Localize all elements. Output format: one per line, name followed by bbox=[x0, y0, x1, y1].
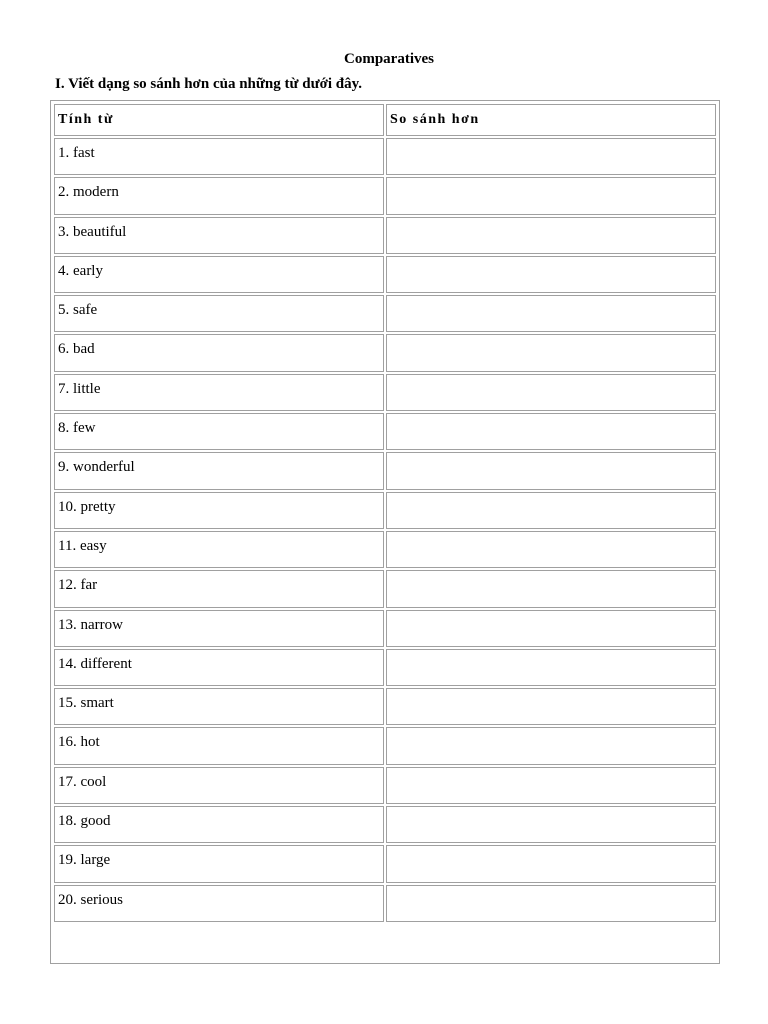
adjective-cell: 4. early bbox=[54, 256, 384, 293]
exercise-table bbox=[52, 102, 718, 924]
adjective-cell: 5. safe bbox=[54, 295, 384, 332]
table-row bbox=[54, 570, 716, 607]
table-row bbox=[54, 727, 716, 764]
adjective-cell: 15. smart bbox=[54, 688, 384, 725]
comparative-answer-cell[interactable] bbox=[386, 845, 716, 882]
adjective-cell: 17. cool bbox=[54, 767, 384, 804]
table-row bbox=[54, 413, 716, 450]
table-row bbox=[54, 177, 716, 214]
adjective-cell: 6. bad bbox=[54, 334, 384, 371]
table-row bbox=[54, 885, 716, 922]
table-row bbox=[54, 845, 716, 882]
table-row bbox=[54, 217, 716, 254]
comparative-answer-cell[interactable] bbox=[386, 531, 716, 568]
comparative-answer-cell[interactable] bbox=[386, 649, 716, 686]
adjective-cell: 20. serious bbox=[54, 885, 384, 922]
table-row bbox=[54, 452, 716, 489]
table-row bbox=[54, 531, 716, 568]
adjective-cell: 11. easy bbox=[54, 531, 384, 568]
comparative-answer-cell[interactable] bbox=[386, 492, 716, 529]
adjective-cell: 13. narrow bbox=[54, 610, 384, 647]
table-row bbox=[54, 295, 716, 332]
adjective-cell: 2. modern bbox=[54, 177, 384, 214]
comparative-answer-cell[interactable] bbox=[386, 727, 716, 764]
comparative-answer-cell[interactable] bbox=[386, 570, 716, 607]
adjective-cell: 12. far bbox=[54, 570, 384, 607]
comparative-answer-cell[interactable] bbox=[386, 767, 716, 804]
comparative-answer-cell[interactable] bbox=[386, 452, 716, 489]
comparative-answer-cell[interactable] bbox=[386, 256, 716, 293]
exercise-heading: I. Viết dạng so sánh hơn của những từ dưới đây. bbox=[55, 76, 363, 92]
document-title: Comparatives bbox=[344, 51, 434, 67]
table-row bbox=[54, 688, 716, 725]
adjective-cell: 14. different bbox=[54, 649, 384, 686]
table-row bbox=[54, 374, 716, 411]
adjective-cell: 7. little bbox=[54, 374, 384, 411]
table-header-row bbox=[54, 104, 716, 136]
comparative-answer-cell[interactable] bbox=[386, 885, 716, 922]
adjective-cell: 1. fast bbox=[54, 138, 384, 175]
table-row bbox=[54, 649, 716, 686]
exercise-table-frame bbox=[50, 100, 720, 964]
comparative-answer-cell[interactable] bbox=[386, 295, 716, 332]
adjective-cell: 18. good bbox=[54, 806, 384, 843]
table-row bbox=[54, 767, 716, 804]
table-body bbox=[54, 138, 716, 922]
comparative-answer-cell[interactable] bbox=[386, 334, 716, 371]
adjective-cell: 9. wonderful bbox=[54, 452, 384, 489]
comparative-answer-cell[interactable] bbox=[386, 688, 716, 725]
comparative-answer-cell[interactable] bbox=[386, 413, 716, 450]
table-row bbox=[54, 256, 716, 293]
table-row bbox=[54, 138, 716, 175]
adjective-cell: 10. pretty bbox=[54, 492, 384, 529]
comparative-answer-cell[interactable] bbox=[386, 610, 716, 647]
table-row bbox=[54, 610, 716, 647]
adjective-cell: 16. hot bbox=[54, 727, 384, 764]
header-comparative: So sánh hơn bbox=[386, 104, 716, 136]
table-row bbox=[54, 492, 716, 529]
comparative-answer-cell[interactable] bbox=[386, 217, 716, 254]
header-adjective: Tính từ bbox=[54, 104, 384, 136]
comparative-answer-cell[interactable] bbox=[386, 177, 716, 214]
adjective-cell: 8. few bbox=[54, 413, 384, 450]
table-row bbox=[54, 334, 716, 371]
comparative-answer-cell[interactable] bbox=[386, 138, 716, 175]
table-row bbox=[54, 806, 716, 843]
comparative-answer-cell[interactable] bbox=[386, 806, 716, 843]
adjective-cell: 3. beautiful bbox=[54, 217, 384, 254]
adjective-cell: 19. large bbox=[54, 845, 384, 882]
comparative-answer-cell[interactable] bbox=[386, 374, 716, 411]
